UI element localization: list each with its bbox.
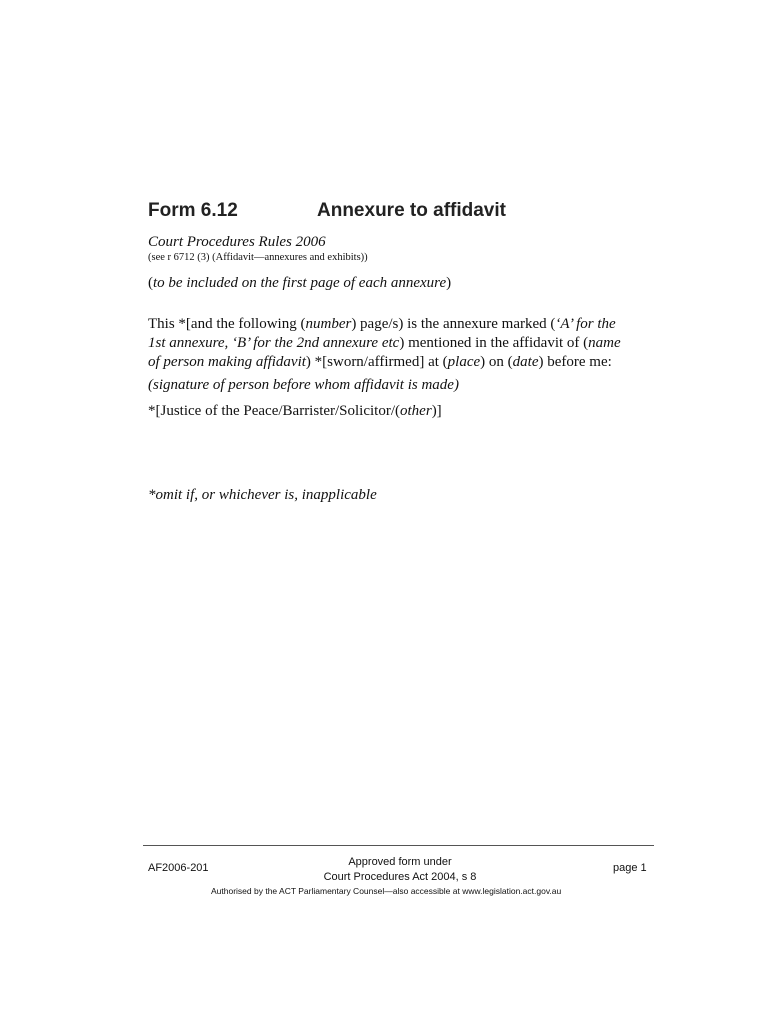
placeholder-place: place bbox=[447, 354, 481, 370]
approval-line-2: Court Procedures Act 2004, s 8 bbox=[323, 871, 477, 883]
signature-placeholder: (signature of person before whom affidavit is made) bbox=[148, 377, 459, 393]
statement-text: This *[and the following ( bbox=[148, 316, 306, 332]
statement-text: ) mentioned in the affidavit of ( bbox=[399, 335, 589, 351]
instruction-text: to be included on the first page of each annexure bbox=[153, 275, 447, 291]
statement-line-2 bbox=[148, 334, 648, 353]
statement-line-1 bbox=[148, 315, 648, 334]
form-title: Annexure to affidavit bbox=[317, 200, 506, 221]
instruction-close-paren: ) bbox=[446, 275, 452, 291]
authorisation-note: Authorised by the ACT Parliamentary Counsel—also accessible at www.legislation.act.gov.au bbox=[211, 886, 562, 896]
statement-line-3 bbox=[148, 353, 648, 372]
rules-title: Court Procedures Rules 2006 bbox=[148, 234, 326, 250]
approval-line-1: Approved form under bbox=[348, 856, 452, 868]
office-options-close: )] bbox=[431, 403, 442, 419]
page-number: page 1 bbox=[613, 862, 647, 874]
rules-reference: (see r 6712 (3) (Affidavit—annexures and exhibits)) bbox=[148, 252, 368, 263]
statement-text: ) before me: bbox=[538, 354, 612, 370]
statement-text: ) *[sworn/affirmed] at ( bbox=[305, 354, 448, 370]
placeholder-date: date bbox=[512, 354, 539, 370]
omit-note: *omit if, or whichever is, inapplicable bbox=[148, 487, 377, 503]
statement-text: ) page/s) is the annexure marked ( bbox=[351, 316, 556, 332]
instruction-open-paren: ( bbox=[148, 275, 153, 291]
statement-text: ) on ( bbox=[480, 354, 513, 370]
annexure-instruction bbox=[148, 275, 451, 292]
witness-office-line bbox=[148, 403, 442, 420]
placeholder-name: name bbox=[588, 335, 621, 351]
placeholder-annexure-letter: 1st annexure, ‘B’ for the 2nd annexure etc bbox=[148, 335, 400, 351]
form-code: AF2006-201 bbox=[148, 862, 209, 874]
placeholder-number: number bbox=[305, 316, 352, 332]
approval-note bbox=[300, 855, 500, 885]
form-number: Form 6.12 bbox=[148, 200, 238, 221]
placeholder-other: other bbox=[400, 403, 432, 419]
placeholder-annexure-letter: ‘A’ for the bbox=[555, 316, 616, 332]
annexure-statement bbox=[148, 315, 648, 372]
footer-divider bbox=[143, 845, 654, 846]
office-options: *[Justice of the Peace/Barrister/Solicitor/( bbox=[148, 403, 401, 419]
placeholder-name: of person making affidavit bbox=[148, 354, 306, 370]
